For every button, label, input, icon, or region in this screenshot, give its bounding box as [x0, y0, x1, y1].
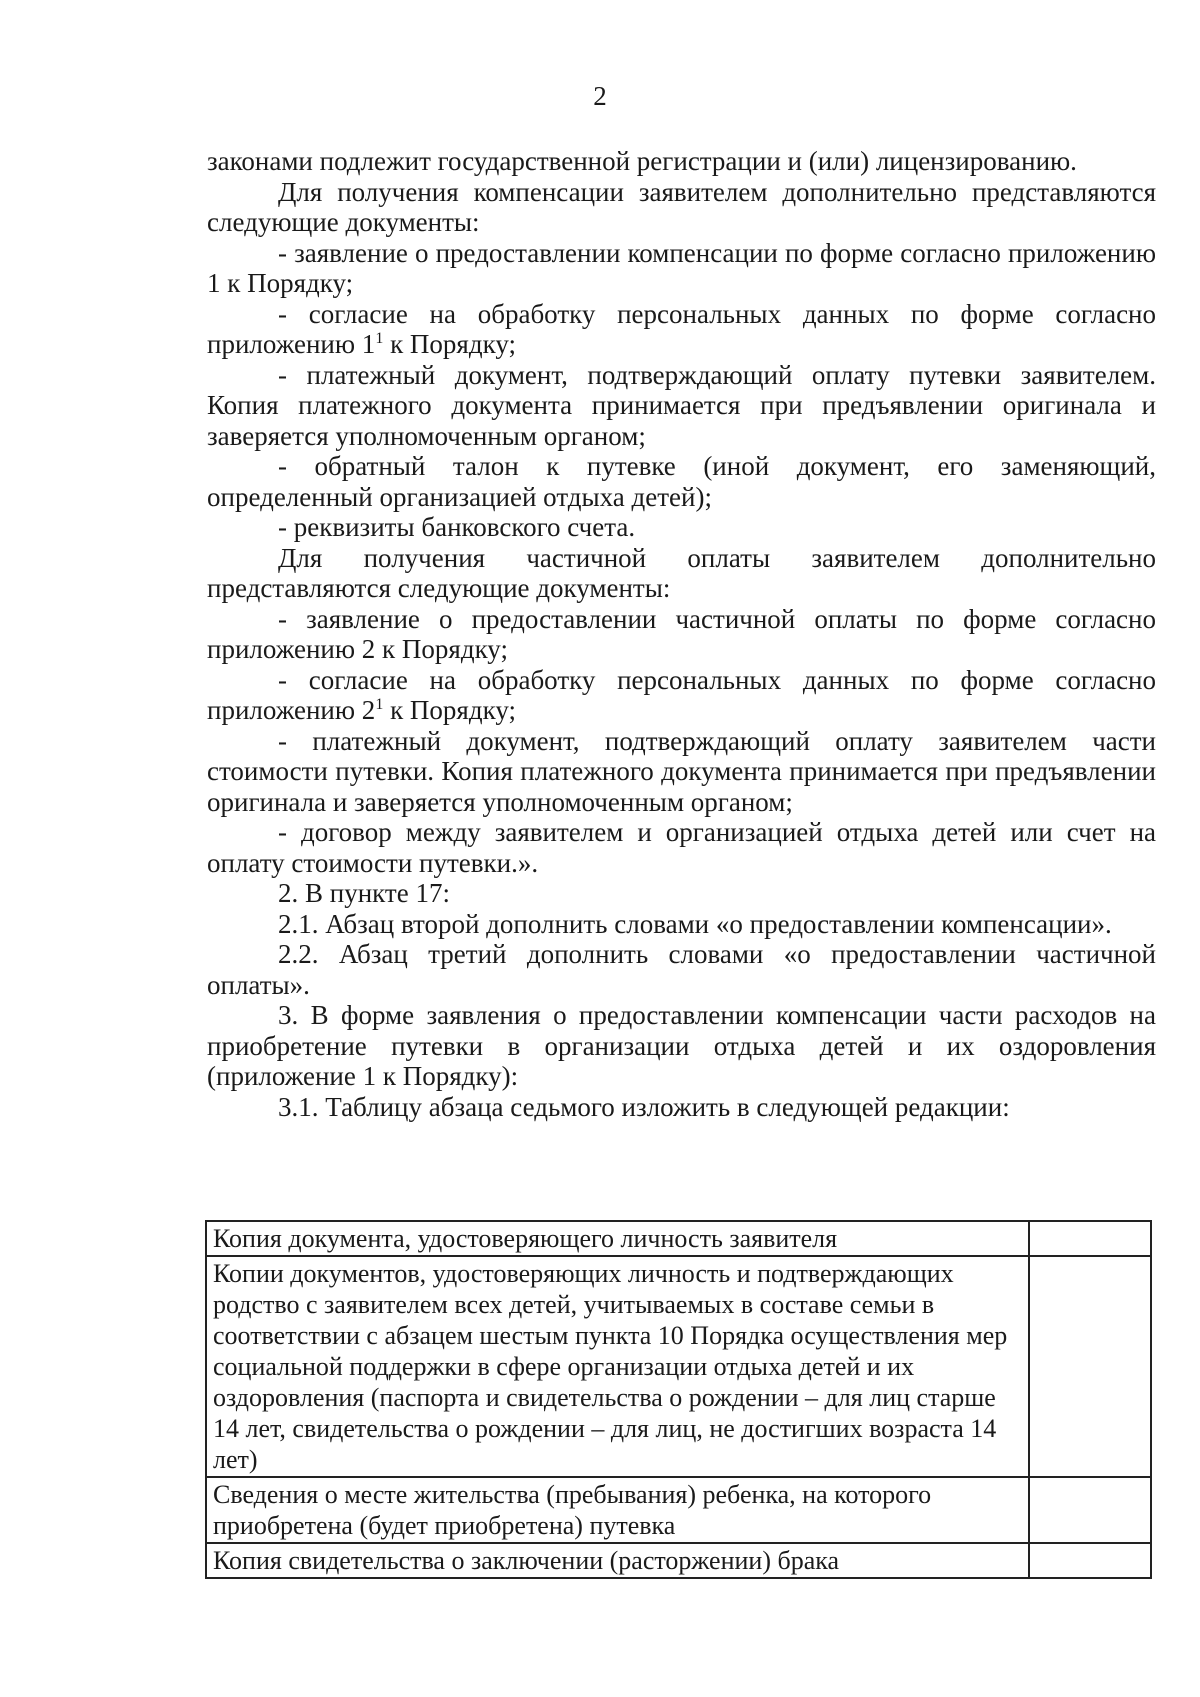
- table-cell-empty: [1029, 1221, 1151, 1256]
- documents-table: [205, 1220, 1152, 1579]
- table-cell-description: Сведения о месте жительства (пребывания) ребенка, на которого приобретена (будет приобретена) путевка: [206, 1477, 1029, 1543]
- table-row: [206, 1221, 1151, 1256]
- list-item: - заявление о предоставлении частичной оплаты по форме согласно приложению 2 к Порядку;: [207, 603, 1156, 664]
- table-row: [206, 1256, 1151, 1477]
- paragraph: 3.1. Таблицу абзаца седьмого изложить в следующей редакции:: [278, 1091, 1010, 1122]
- paragraph: Для получения частичной оплаты заявителем дополнительно представляются следующие документы:: [207, 542, 1156, 603]
- table-cell-empty: [1029, 1543, 1151, 1578]
- table-cell-description: Копии документов, удостоверяющих личность и подтверждающих родство с заявителем всех детей, учитываемых в составе семьи в соответствии с абзацем шестым пункта 10 Порядка осуществления мер социальной поддержки в сфере организации отдыха детей и их оздоровления (паспорта и свидетельства о рождении – для лиц старше 14 лет, свидетельства о рождении – для лиц, не достигших возраста 14 лет): [206, 1256, 1029, 1477]
- list-item: - платежный документ, подтверждающий оплату путевки заявителем. Копия платежного документа принимается при предъявлении оригинала и заверяется уполномоченным органом;: [207, 359, 1156, 451]
- list-item: - договор между заявителем и организацией отдыха детей или счет на оплату стоимости путевки.».: [207, 817, 1156, 878]
- paragraph: законами подлежит государственной регистрации и (или) лицензированию.: [207, 146, 1077, 176]
- list-item: - заявление о предоставлении компенсации по форме согласно приложению 1 к Порядку;: [207, 237, 1156, 298]
- document-body: [207, 146, 1156, 1122]
- table-cell-empty: [1029, 1256, 1151, 1477]
- paragraph: Для получения компенсации заявителем дополнительно представляются следующие документы:: [207, 176, 1156, 237]
- list-item: [207, 299, 1156, 360]
- paragraph: 2.2. Абзац третий дополнить словами «о предоставлении частичной оплаты».: [207, 939, 1156, 1000]
- table-row: [206, 1477, 1151, 1543]
- paragraph: 3. В форме заявления о предоставлении компенсации части расходов на приобретение путевки в организации отдыха детей и их оздоровления (приложение 1 к Порядку):: [207, 1000, 1156, 1091]
- table-row: [206, 1543, 1151, 1578]
- list-item-text: - согласие на обработку персональных данных по форме согласно приложению 2: [207, 664, 1156, 725]
- superscript: 1: [375, 696, 384, 713]
- paragraph: 2. В пункте 17:: [278, 878, 450, 908]
- list-item: - обратный талон к путевке (иной документ, его заменяющий, определенный организацией отдыха детей);: [207, 451, 1156, 512]
- list-item-text: к Порядку;: [383, 695, 516, 725]
- table-cell-description: Копия свидетельства о заключении (расторжении) брака: [206, 1543, 1029, 1578]
- page-number: 2: [593, 81, 607, 111]
- table-cell-description: Копия документа, удостоверяющего личность заявителя: [206, 1221, 1029, 1256]
- list-item: - реквизиты банковского счета.: [278, 512, 636, 542]
- paragraph: 2.1. Абзац второй дополнить словами «о предоставлении компенсации».: [278, 908, 1112, 939]
- list-item: [207, 665, 1156, 726]
- superscript: 1: [375, 330, 384, 347]
- list-item: - платежный документ, подтверждающий оплату заявителем части стоимости путевки. Копия платежного документа принимается при предъявлении оригинала и заверяется уполномоченным органом;: [207, 725, 1156, 817]
- table-cell-empty: [1029, 1477, 1151, 1543]
- list-item-text: - согласие на обработку персональных данных по форме согласно приложению 1: [207, 298, 1156, 359]
- list-item-text: к Порядку;: [383, 329, 516, 359]
